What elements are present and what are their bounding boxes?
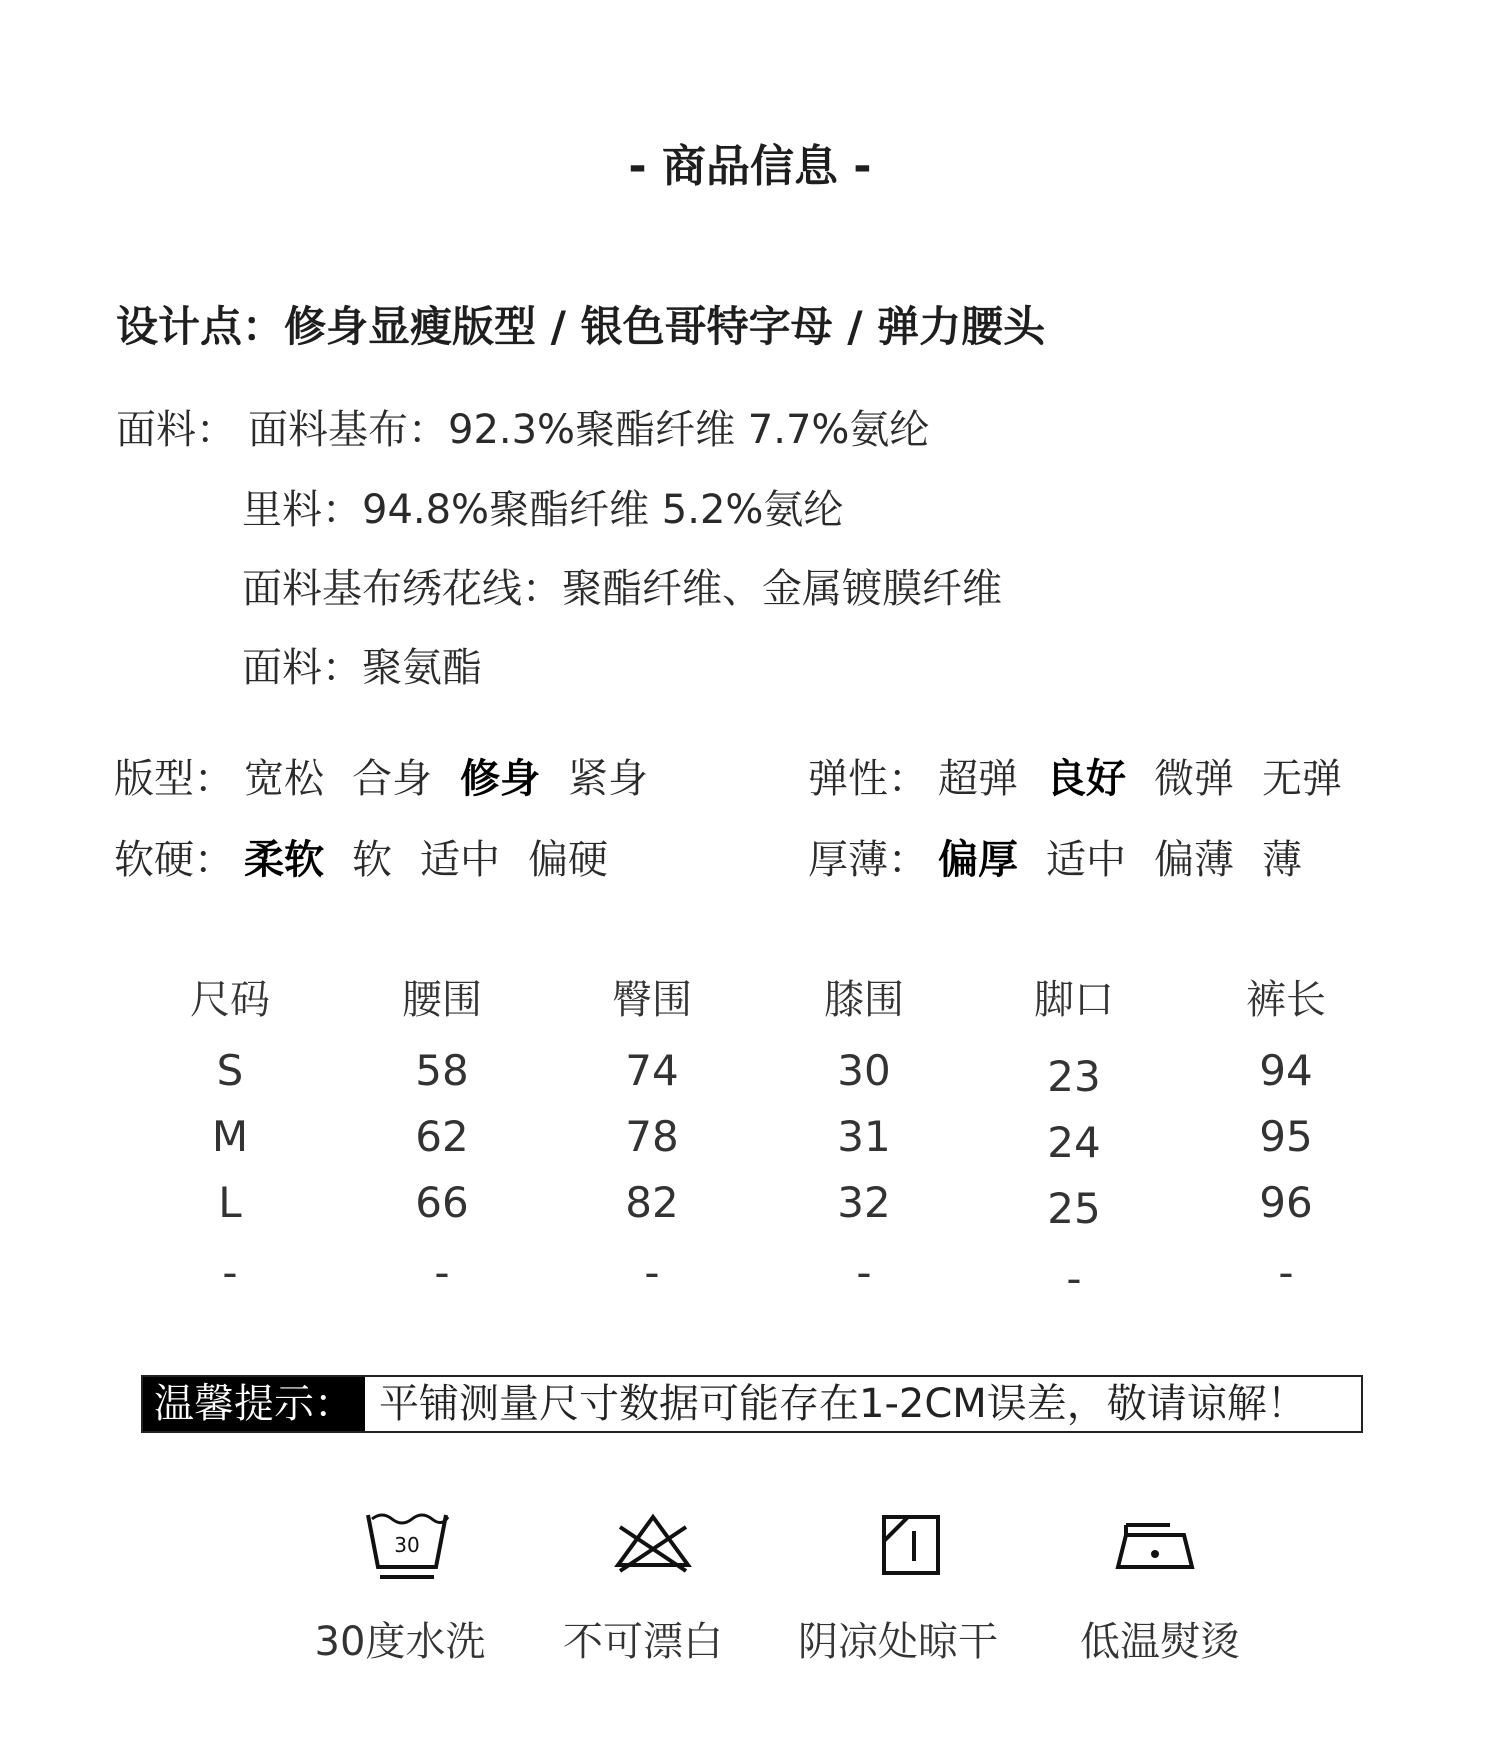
attr-thickness-option: 适中 bbox=[1046, 837, 1126, 883]
section-title: - 商品信息 - bbox=[628, 141, 872, 192]
attr-elasticity-option: 超弹 bbox=[938, 756, 1018, 802]
table-cell: 94 bbox=[1259, 1046, 1313, 1095]
table-header-cell: 膝围 bbox=[824, 977, 904, 1023]
attr-softness-option: 适中 bbox=[420, 837, 500, 883]
table-cell: 82 bbox=[625, 1178, 679, 1227]
fabric-line-2: 里料：94.8%聚酯纤维 5.2%氨纶 bbox=[242, 487, 844, 533]
table-cell: M bbox=[211, 1112, 249, 1161]
attr-fit bbox=[114, 747, 676, 804]
table-cell: 30 bbox=[837, 1046, 891, 1095]
table-cell: - bbox=[222, 1248, 238, 1297]
table-header-cell: 尺码 bbox=[190, 977, 270, 1023]
attr-elasticity-option: 良好 bbox=[1046, 756, 1126, 802]
design-points: 设计点：修身显瘦版型 / 银色哥特字母 / 弹力腰头 bbox=[116, 302, 1046, 351]
table-cell: - bbox=[434, 1248, 450, 1297]
attr-thickness-option: 偏厚 bbox=[938, 837, 1018, 883]
attr-softness-option: 偏硬 bbox=[528, 837, 608, 883]
table-cell: 62 bbox=[415, 1112, 469, 1161]
tip-label: 温馨提示： bbox=[143, 1377, 365, 1431]
attr-elasticity-option: 无弹 bbox=[1262, 756, 1342, 802]
fabric-line-1: 面料基布：92.3%聚酯纤维 7.7%氨纶 bbox=[248, 407, 930, 453]
attr-thickness-label: 厚薄： bbox=[808, 837, 928, 883]
attr-elasticity-option: 微弹 bbox=[1154, 756, 1234, 802]
table-cell: 78 bbox=[625, 1112, 679, 1161]
attr-softness-option: 柔软 bbox=[244, 837, 324, 883]
table-cell: - bbox=[1278, 1248, 1294, 1297]
table-cell: 95 bbox=[1259, 1112, 1313, 1161]
attr-fit-option: 宽松 bbox=[244, 756, 324, 802]
attr-softness bbox=[114, 828, 636, 885]
table-header-cell: 腰围 bbox=[402, 977, 482, 1023]
table-cell: - bbox=[856, 1248, 872, 1297]
attr-thickness-option: 偏薄 bbox=[1154, 837, 1234, 883]
care-label-low-iron: 低温熨烫 bbox=[1080, 1619, 1240, 1665]
attr-fit-option: 合身 bbox=[352, 756, 432, 802]
tip-box bbox=[141, 1375, 1363, 1433]
table-cell: 24 bbox=[1047, 1118, 1101, 1167]
table-cell: 31 bbox=[837, 1112, 891, 1161]
table-cell: - bbox=[1066, 1254, 1082, 1303]
table-cell: 74 bbox=[625, 1046, 679, 1095]
attr-elasticity-label: 弹性： bbox=[808, 756, 928, 802]
attr-softness-option: 软 bbox=[352, 837, 392, 883]
tip-text: 平铺测量尺寸数据可能存在1-2CM误差，敬请谅解！ bbox=[379, 1381, 1307, 1427]
table-cell: 96 bbox=[1259, 1178, 1313, 1227]
table-cell: 25 bbox=[1047, 1184, 1101, 1233]
table-cell: 66 bbox=[415, 1178, 469, 1227]
table-cell: 23 bbox=[1047, 1052, 1101, 1101]
shade-dry-icon bbox=[866, 1505, 956, 1589]
low-iron-icon bbox=[1110, 1505, 1200, 1589]
table-cell: L bbox=[218, 1178, 242, 1227]
table-header-cell: 臀围 bbox=[612, 977, 692, 1023]
table-cell: 32 bbox=[837, 1178, 891, 1227]
attr-fit-label: 版型： bbox=[114, 756, 234, 802]
svg-text:30: 30 bbox=[394, 1533, 420, 1557]
wash-30-icon bbox=[362, 1505, 452, 1589]
care-label-wash: 30度水洗 bbox=[314, 1619, 486, 1665]
fabric-line-3: 面料基布绣花线：聚酯纤维、金属镀膜纤维 bbox=[242, 566, 1002, 612]
no-bleach-icon bbox=[608, 1505, 698, 1589]
table-cell: 58 bbox=[415, 1046, 469, 1095]
attr-thickness bbox=[808, 828, 1330, 885]
table-header-cell: 裤长 bbox=[1246, 977, 1326, 1023]
table-header-cell: 脚口 bbox=[1034, 977, 1114, 1023]
attr-elasticity bbox=[808, 747, 1370, 804]
attr-thickness-option: 薄 bbox=[1262, 837, 1302, 883]
attr-fit-option: 修身 bbox=[460, 756, 540, 802]
table-cell: S bbox=[216, 1046, 244, 1095]
attr-softness-label: 软硬： bbox=[114, 837, 234, 883]
table-cell: - bbox=[644, 1248, 660, 1297]
fabric-line-4: 面料：聚氨酯 bbox=[242, 645, 482, 691]
attr-fit-option: 紧身 bbox=[568, 756, 648, 802]
care-label-no-bleach: 不可漂白 bbox=[563, 1619, 723, 1665]
fabric-label: 面料： bbox=[116, 407, 236, 453]
care-label-shade-dry: 阴凉处晾干 bbox=[798, 1619, 998, 1665]
